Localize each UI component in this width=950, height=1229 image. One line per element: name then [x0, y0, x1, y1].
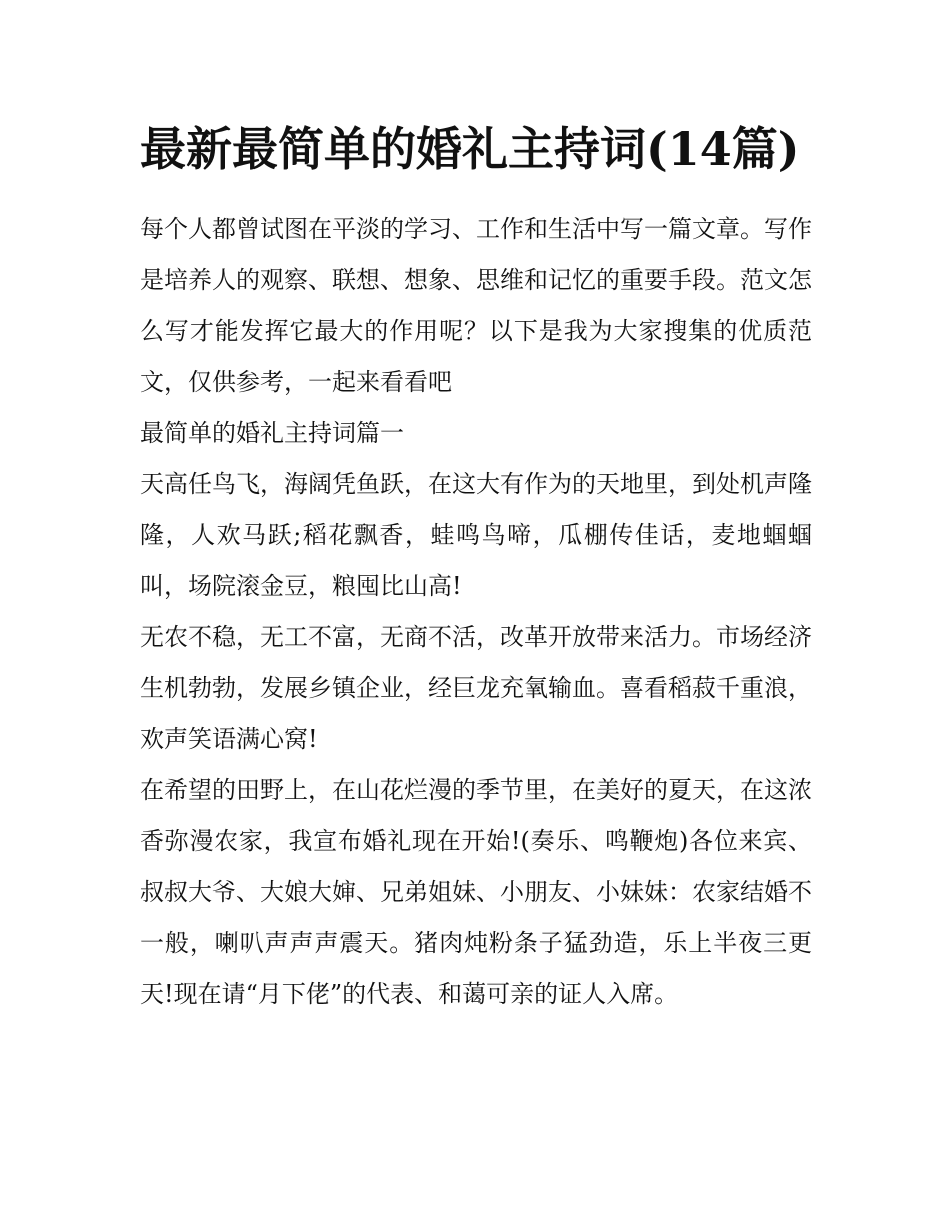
- document-page: [140, 110, 812, 1020]
- intro-paragraph: 每个人都曾试图在平淡的学习、工作和生活中写一篇文章。写作是培养人的观察、联想、想象、思维和记忆的重要手段。范文怎么写才能发挥它最大的作用呢？以下是我为大家搜集的优质范文，仅供参考，一起来看看吧: [140, 215, 812, 396]
- body-paragraph: 天高任鸟飞，海阔凭鱼跃，在这大有作为的天地里，到处机声隆隆，人欢马跃;稻花飘香，蛙鸣鸟啼，瓜棚传佳话，麦地蝈蝈叫，场院滚金豆，粮囤比山高!: [140, 470, 812, 600]
- body-paragraph: 在希望的田野上，在山花烂漫的季节里，在美好的夏天，在这浓香弥漫农家，我宣布婚礼现在开始!(奏乐、鸣鞭炮)各位来宾、叔叔大爷、大娘大婶、兄弟姐妹、小朋友、小妹妹：农家结婚不一般，喇叭声声声震天。猪肉炖粉条子猛劲造，乐上半夜三更天!现在请“月下佬”的代表、和蔼可亲的证人入席。: [140, 776, 812, 1008]
- body-paragraph: 无农不稳，无工不富，无商不活，改革开放带来活力。市场经济生机勃勃，发展乡镇企业，经巨龙充氧输血。喜看稻菽千重浪，欢声笑语满心窝!: [140, 623, 812, 753]
- document-title: 最新最简单的婚礼主持词(14篇): [140, 122, 800, 176]
- section-heading: 最简单的婚礼主持词篇一: [140, 419, 404, 447]
